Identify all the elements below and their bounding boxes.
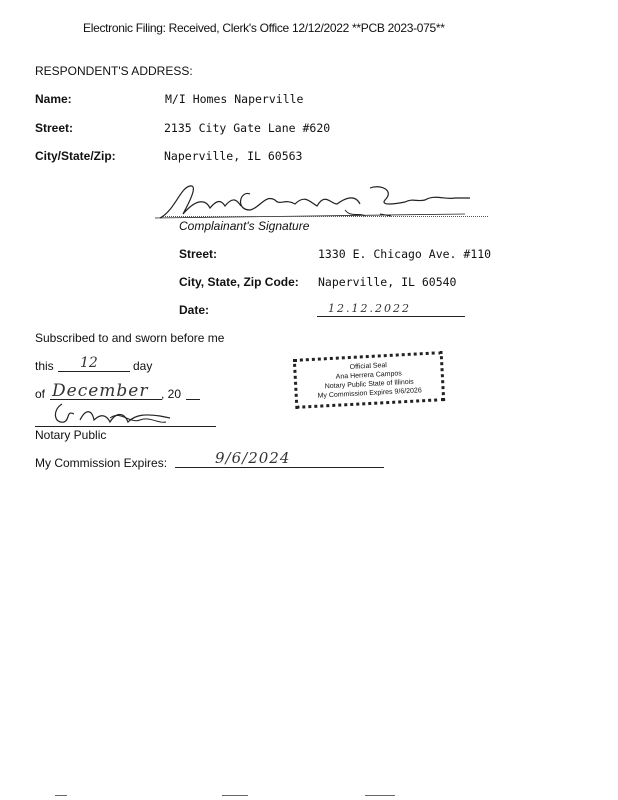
respondent-street-value: 2135 City Gate Lane #620 (164, 121, 331, 135)
scan-artifact (55, 795, 67, 796)
date-line (317, 316, 465, 317)
commission-expires-label: My Commission Expires: (35, 456, 168, 470)
seal-line-4: My Commission Expires 9/6/2026 (317, 387, 422, 400)
respondent-street-label: Street: (35, 121, 74, 135)
respondent-city-label: City/State/Zip: (35, 149, 116, 163)
day-line (58, 371, 130, 372)
respondent-name-value: M/I Homes Naperville (165, 92, 304, 106)
scan-artifact (222, 795, 248, 796)
month-value: December (52, 381, 149, 401)
official-seal (293, 351, 445, 409)
seal-line-3: Notary Public State of Illinois (324, 378, 414, 391)
commission-expires-value: 9/6/2024 (215, 449, 291, 467)
signature-line (163, 216, 488, 217)
year-label: , 20 (161, 387, 182, 401)
respondent-section-title: RESPONDENT'S ADDRESS: (35, 64, 193, 78)
day-value: 12 (80, 355, 98, 371)
year-line (186, 399, 200, 400)
respondent-city-value: Naperville, IL 60563 (164, 149, 303, 163)
complainant-street-value: 1330 E. Chicago Ave. #110 (318, 247, 492, 261)
signature-caption: Complainant's Signature (179, 219, 310, 233)
complainant-city-label: City, State, Zip Code: (179, 275, 299, 289)
respondent-name-label: Name: (35, 92, 72, 106)
complainant-date-value: 12.12.2022 (328, 302, 411, 315)
seal-line-1: Official Seal (349, 362, 388, 371)
notary-public-label: Notary Public (35, 428, 107, 442)
commission-line (175, 467, 384, 468)
complainant-street-label: Street: (179, 247, 218, 261)
complainant-date-label: Date: (179, 303, 210, 317)
complainant-city-value: Naperville, IL 60540 (318, 275, 457, 289)
of-label: of (35, 387, 46, 401)
day-label: day (133, 359, 153, 373)
scan-artifact (365, 795, 395, 796)
this-label: this (35, 359, 54, 373)
notary-line (35, 426, 216, 427)
sworn-text: Subscribed to and sworn before me (35, 331, 225, 345)
filing-stamp: Electronic Filing: Received, Clerk's Office 12/12/2022 **PCB 2023-075** (83, 21, 445, 35)
seal-line-2: Ana Herrera Campos (335, 370, 402, 381)
